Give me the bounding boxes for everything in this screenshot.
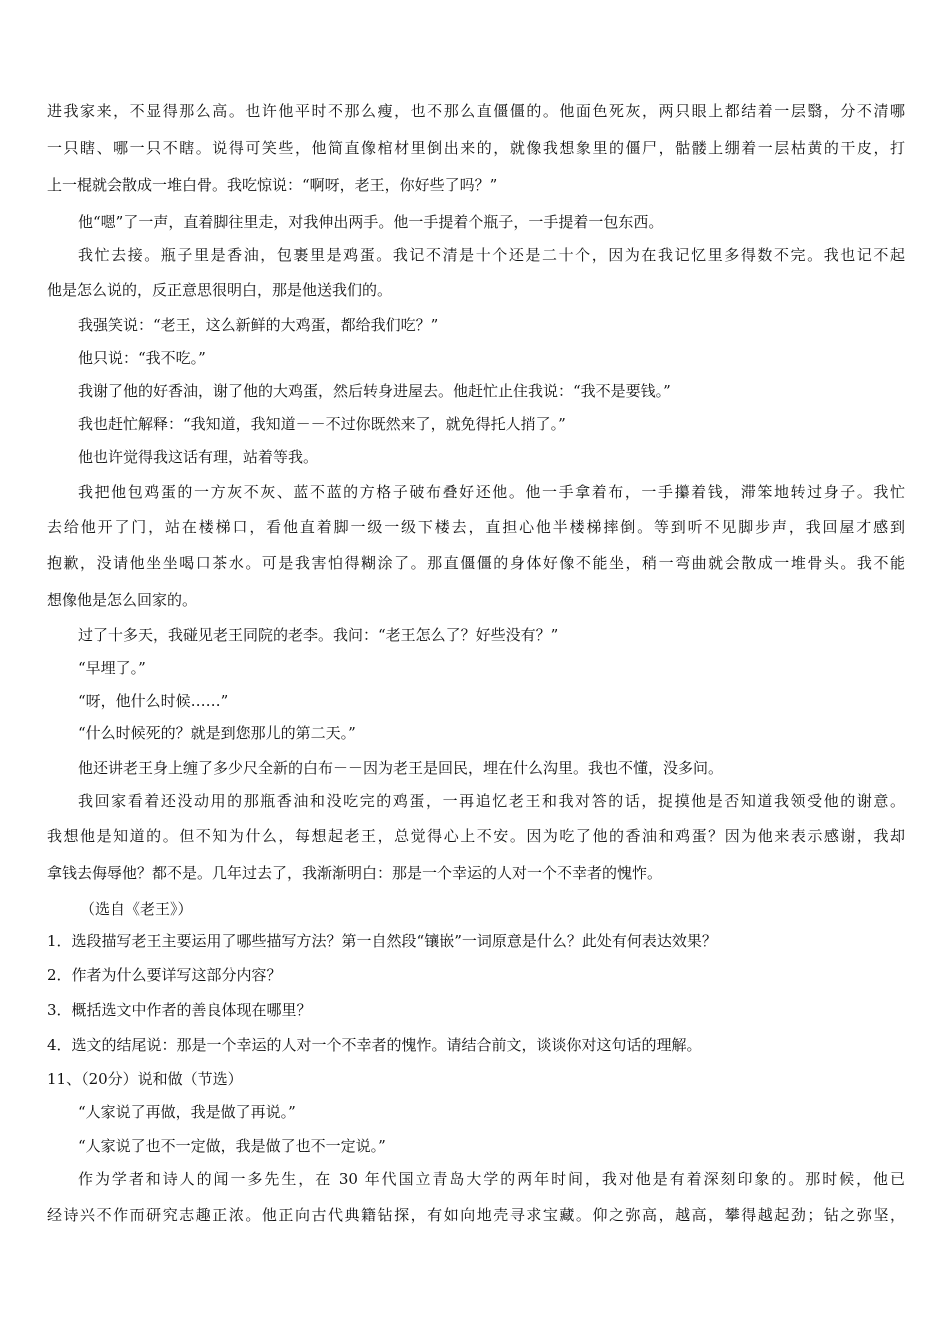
text-line: 一只瞎、哪一只不瞎。说得可笑些，他简直像棺材里倒出来的，就像我想象里的僵尸，骷髅上绷着一层枯黄的干皮，打 [47,139,905,157]
text-line: 抱歉，没请他坐坐喝口茶水。可是我害怕得糊涂了。那直僵僵的身体好像不能坐，稍一弯曲就会散成一堆骨头。我不能 [47,554,905,572]
text-line: 我忙去接。瓶子里是香油，包裹里是鸡蛋。我记不清是十个还是二十个，因为在我记忆里多得数不完。我也记不起 [78,246,905,264]
text-line: “早埋了。” [78,659,146,677]
text-line: 他只说：“我不吃。” [78,349,206,367]
source-note: （选自《老王》） [80,900,193,918]
text-line: “呀，他什么时候……” [78,692,229,710]
text-line: 去给他开了门，站在楼梯口，看他直着脚一级一级下楼去，直担心他半楼梯摔倒。等到听不见脚步声，我回屋才感到 [47,518,905,536]
question-item: 2．作者为什么要详写这部分内容？ [47,966,282,984]
text-line: 上一棍就会散成一堆白骨。我吃惊说：“啊呀，老王，你好些了吗？” [47,176,498,194]
text-line: 经诗兴不作而研究志趣正浓。他正向古代典籍钻探，有如向地壳寻求宝藏。仰之弥高，越高，攀得越起劲；钻之弥坚， [47,1206,905,1224]
text-line: 我也赶忙解释：“我知道，我知道－－不过你既然来了，就免得托人捎了。” [78,415,566,433]
text-line: 我回家看着还没动用的那瓶香油和没吃完的鸡蛋，一再追忆老王和我对答的话，捉摸他是否知道我领受他的谢意。 [78,792,905,810]
text-line: 他“嗯”了一声，直着脚往里走，对我伸出两手。他一手提着个瓶子，一手提着一包东西。 [78,213,664,231]
question-item: 3．概括选文中作者的善良体现在哪里？ [47,1001,312,1019]
text-line: 拿钱去侮辱他？都不是。几年过去了，我渐渐明白：那是一个幸运的人对一个不幸者的愧怍。 [47,864,663,882]
text-line: 他也许觉得我这话有理，站着等我。 [78,448,319,466]
text-line: 进我家来，不显得那么高。也许他平时不那么瘦，也不那么直僵僵的。他面色死灰，两只眼上都结着一层翳，分不清哪 [47,102,905,120]
text-line: “人家说了也不一定做，我是做了也不一定说。” [78,1137,386,1155]
section-heading: 11、（20分）说和做（节选） [47,1070,243,1088]
question-item: 4．选文的结尾说：那是一个幸运的人对一个不幸者的愧怍。请结合前文，谈谈你对这句话的理解。 [47,1036,702,1054]
text-line: 我想他是知道的。但不知为什么，每想起老王，总觉得心上不安。因为吃了他的香油和鸡蛋？因为他来表示感谢，我却 [47,827,905,845]
text-line: “什么时候死的？就是到您那儿的第二天。” [78,724,356,742]
text-line: 我把他包鸡蛋的一方灰不灰、蓝不蓝的方格子破布叠好还他。他一手拿着布，一手攥着钱，滞笨地转过身子。我忙 [78,483,905,501]
text-line: 我强笑说：“老王，这么新鲜的大鸡蛋，都给我们吃？” [78,316,439,334]
text-line: 他还讲老王身上缠了多少尺全新的白布－－因为老王是回民，埋在什么沟里。我也不懂，没多问。 [78,759,724,777]
text-line: 过了十多天，我碰见老王同院的老李。我问：“老王怎么了？好些没有？” [78,626,559,644]
text-line: 我谢了他的好香油，谢了他的大鸡蛋，然后转身进屋去。他赶忙止住我说：“我不是要钱。” [78,382,671,400]
question-item: 1．选段描写老王主要运用了哪些描写方法？第一自然段“镶嵌”一词原意是什么？此处有何表达效果？ [47,932,717,950]
text-line: 作为学者和诗人的闻一多先生，在 30 年代国立青岛大学的两年时间，我对他是有着深刻印象的。那时候，他已 [78,1170,905,1188]
text-line: 他是怎么说的，反正意思很明白，那是他送我们的。 [47,281,393,299]
text-line: “人家说了再做，我是做了再说。” [78,1103,296,1121]
text-line: 想像他是怎么回家的。 [47,591,198,609]
